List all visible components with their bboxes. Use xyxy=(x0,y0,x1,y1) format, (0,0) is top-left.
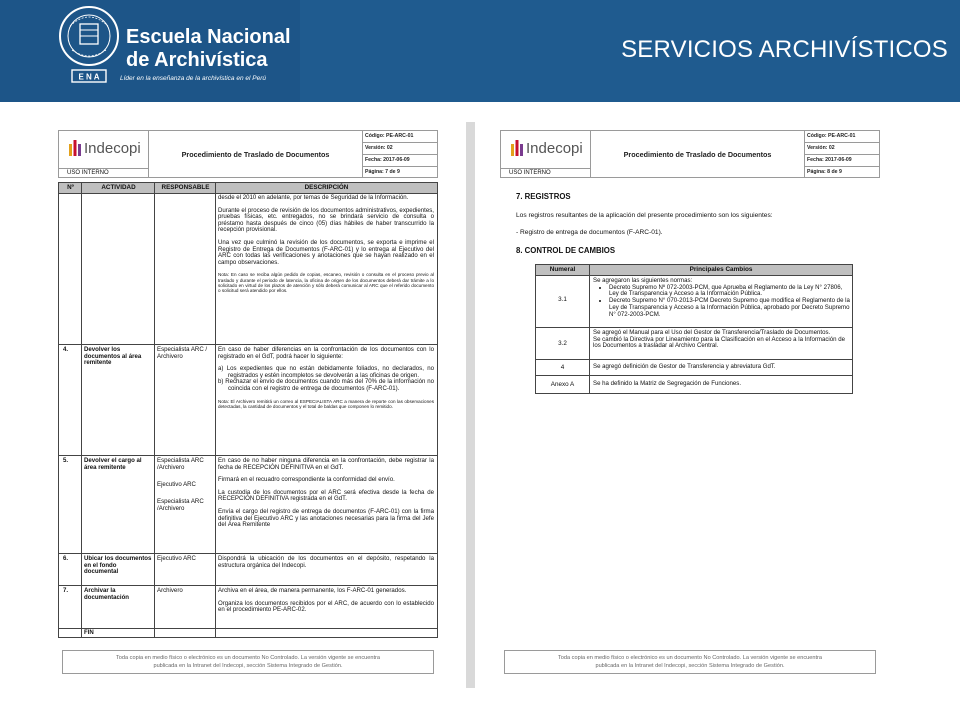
description-text: Archiva en el área, de manera permanente, los F-ARC-01 generados. xyxy=(218,587,407,594)
col-divider xyxy=(81,183,82,637)
description-text: Una vez que culminó la revisión de los documentos, se exporta e imprime el Registro de Entrega de Documentos (F-ARC-01) y lo entrega al Ejecutivo del ARC con todas las verificaciones y anotaciones que se hayan realizado en el campo observaciones. xyxy=(218,238,434,266)
description-text: La custodia de los documentos por el ARC será efectiva desde la fecha de RECEPCIÓN DEFINITIVA registrada en el GdT. xyxy=(218,488,434,503)
col-description-header: DESCRIPCIÓN xyxy=(304,184,349,191)
indecopi-mark-icon xyxy=(69,140,81,158)
responsible-name: Especialista ARC /Archivero xyxy=(157,457,204,471)
table-row xyxy=(536,276,852,328)
description-text: desde el 2010 en adelante, por temas de Seguridad de la Información. xyxy=(218,194,409,201)
row-divider xyxy=(59,455,437,456)
school-brand xyxy=(0,0,300,102)
section-7-heading: 7. REGISTROS xyxy=(516,192,571,201)
changes-text: Se agregó el Manual para el Uso del Gestor de Transferencia/Traslado de Documentos. xyxy=(593,329,831,336)
changes-text: Se cambió la Directiva por Lineamiento para la Clasificación en el Acceso a la Información de los Documentos a trasladar al Archivo Central. xyxy=(593,335,846,350)
numeral-cell: 4 xyxy=(560,364,565,371)
row-divider xyxy=(59,585,437,586)
table-row xyxy=(536,328,852,360)
activity-name: Ubicar los documentos en el fondo documental xyxy=(84,555,152,576)
responsible-name: Especialista ARC /Archivero xyxy=(157,498,204,512)
responsible-name: Especialista ARC / Archivero xyxy=(157,346,208,360)
col-divider xyxy=(154,183,155,637)
row-number: 7. xyxy=(63,587,69,594)
changes-bullet: • Decreto Supremo Nº 072-2003-PCM, que Aprueba el Reglamento de la Ley N° 27806, Ley de Transparencia y Acceso a la Información Pública. xyxy=(609,285,850,298)
indecopi-logo xyxy=(59,131,149,168)
changes-bullet: • Decreto Supremo N° 070-2013-PCM Decreto Supremo que modifica el Reglamento de la Ley de Transparencia y Acceso a la Información Pública, aprobado por Decreto Supremo N° 072-2003-PCM. xyxy=(609,298,850,318)
responsible-name: Archivero xyxy=(157,587,183,594)
doc-page-number: Página: 7 de 9 xyxy=(365,169,400,175)
col-activity-header: ACTIVIDAD xyxy=(101,184,136,191)
indecopi-logo xyxy=(501,131,591,168)
table-row-continued xyxy=(218,195,434,294)
description-item-a: a) Los expedientes que no están debidamente foliados, no declarados, no registrados y estén incompletos se devolverán a las oficinas de origen. xyxy=(218,365,434,379)
description-text: Durante el proceso de revisión de los documentos administrativos, expedientes, pruebas físicas, etc. entregados, no se brindará servicio de consulta o préstamo hasta después de cinco (05) días hábiles de haber transcurrido la recepción provisional. xyxy=(218,206,434,234)
responsible-name: Ejecutivo ARC xyxy=(157,481,196,488)
indecopi-logo-text: Indecopi xyxy=(526,140,583,157)
activity-name: Devolver los documentos al área remitente xyxy=(84,346,142,367)
document-header xyxy=(58,130,438,178)
row-number: 5. xyxy=(63,457,69,464)
col-changes-header: Principales Cambios xyxy=(689,266,753,273)
archive-seal-logo xyxy=(58,2,120,86)
col-numeral-header: Numeral xyxy=(549,266,576,273)
changes-text: Se ha definido la Matriz de Segregación de Funciones. xyxy=(593,380,742,387)
table-row-7-description xyxy=(218,588,434,614)
document-footer xyxy=(504,650,876,674)
col-responsible-header: RESPONSABLE xyxy=(161,184,210,191)
header-banner xyxy=(0,0,960,102)
document-title: Procedimiento de Traslado de Documentos xyxy=(149,131,363,178)
row-number: 4. xyxy=(63,346,69,353)
indecopi-mark-icon xyxy=(511,140,523,158)
changes-table xyxy=(535,264,853,394)
description-text: En caso de no haber ninguna diferencia en la confrontación, debe registrar la fecha de RECEPCIÓN DEFINITIVA en el GdT. xyxy=(218,457,434,471)
table-row xyxy=(536,360,852,376)
description-text: Dispondrá la ubicación de los documentos en el depósito, respetando la estructura orgánica del Indecopi. xyxy=(218,555,434,569)
end-marker: FIN xyxy=(84,629,94,636)
row-number: 6. xyxy=(63,555,69,562)
school-name-line1: Escuela Nacional xyxy=(126,26,291,48)
table-header xyxy=(536,265,852,276)
document-page-8 xyxy=(500,126,880,686)
numeral-cell: 3.1 xyxy=(558,296,567,303)
changes-cell xyxy=(593,330,850,350)
description-note: Nota: En caso se reciba algún pedido de copias, escaneo, revisión o consulta en el proceso previo al traslado y durante el periodo de latencia, la oficina de origen de los documentos deberá dar trámite a lo solicitado en virtud de los plazos de atención y sólo deberá comunicar al ARC que el referido documento o solicitud será atendido por ellos. xyxy=(218,272,434,294)
col-num-header: Nº xyxy=(67,184,74,191)
footer-line: publicada en la Intranet del Indecopi, sección Sistema Integrado de Gestión. xyxy=(153,663,343,669)
changes-text: Se agregó definición de Gestor de Transferencia y abreviatura GdT. xyxy=(593,363,776,370)
col-divider xyxy=(215,183,216,637)
doc-date: Fecha: 2017-06-09 xyxy=(363,155,438,167)
svg-text:E N A: E N A xyxy=(78,72,100,82)
document-page-7 xyxy=(58,126,438,686)
description-text: Envía el cargo del registro de entrega de documentos (F-ARC-01) con la firma definitiva del Ejecutivo ARC y las anotaciones necesarias para la firma del Jefe del Área Remitente xyxy=(218,507,434,529)
school-name-line2: de Archivística xyxy=(126,49,268,71)
section-8-heading: 8. CONTROL DE CAMBIOS xyxy=(516,246,616,255)
description-item-b: b) Rechazar el envío de documentos cuando más del 70% de la información no coincida con el registro de entrega de documentos (F-ARC-01). xyxy=(218,378,434,392)
doc-page-number: Página: 8 de 9 xyxy=(807,169,842,175)
indecopi-logo-text: Indecopi xyxy=(84,140,141,157)
responsible-name: Ejecutivo ARC xyxy=(157,555,196,562)
table-row-5-description xyxy=(218,458,434,529)
table-row-4-description xyxy=(218,347,434,409)
uso-interno-label: USO INTERNO xyxy=(501,168,591,178)
description-text: En caso de haber diferencias en la confrontación de los documentos con lo registrado en el GdT, podrá hacer lo siguiente: xyxy=(218,346,434,360)
activities-table xyxy=(58,182,438,638)
activity-name: Devolver el cargo al área remitente xyxy=(84,457,142,471)
footer-line: Toda copia en medio físico o electrónico es un documento No Controlado. La versión vigente se encuentra xyxy=(558,655,822,661)
numeral-cell: Anexo A xyxy=(550,381,575,388)
table-header xyxy=(59,183,437,194)
row-divider xyxy=(59,553,437,554)
doc-date: Fecha: 2017-06-09 xyxy=(805,155,880,167)
slide-title: SERVICIOS ARCHIVÍSTICOS xyxy=(621,36,948,63)
footer-line: publicada en la Intranet del Indecopi, sección Sistema Integrado de Gestión. xyxy=(595,663,785,669)
school-name xyxy=(126,26,291,72)
doc-version: Versión: 02 xyxy=(363,143,438,155)
row-divider xyxy=(59,344,437,345)
doc-code: Código: PE-ARC-01 xyxy=(363,131,438,143)
description-note: Nota: El Archivero remitirá un correo al ESPECIALISTA ARC a manera de reporte con las observaciones detectadas, la cantidad de documentos y el total de baldas que componen lo remitido. xyxy=(218,398,434,409)
description-text: Organiza los documentos recibidos por el ARC, de acuerdo con lo establecido en el procedimiento PE-ARC-02. xyxy=(218,599,434,614)
section-7-item: - Registro de entrega de documentos (F-ARC-01). xyxy=(516,229,663,236)
section-7-text: Los registros resultantes de la aplicación del presente procedimiento son los siguientes: xyxy=(516,212,773,219)
changes-cell xyxy=(593,278,850,318)
activity-name: Archivar la documentación xyxy=(84,587,130,601)
doc-code: Código: PE-ARC-01 xyxy=(805,131,880,143)
doc-version: Versión: 02 xyxy=(805,143,880,155)
table-row xyxy=(536,376,852,393)
document-footer xyxy=(62,650,434,674)
uso-interno-label: USO INTERNO xyxy=(59,168,149,178)
document-title: Procedimiento de Traslado de Documentos xyxy=(591,131,805,178)
changes-text: Se agregaron las siguientes normas: xyxy=(593,277,693,284)
school-tagline: Líder en la enseñanza de la archivística en el Perú xyxy=(120,75,266,82)
description-text: Firmará en el recuadro correspondiente la conformidad del envío. xyxy=(218,476,395,484)
row-divider xyxy=(59,628,437,629)
page-separator xyxy=(466,122,475,688)
numeral-cell: 3.2 xyxy=(558,340,567,347)
document-header xyxy=(500,130,880,178)
footer-line: Toda copia en medio físico o electrónico es un documento No Controlado. La versión vigente se encuentra xyxy=(116,655,380,661)
